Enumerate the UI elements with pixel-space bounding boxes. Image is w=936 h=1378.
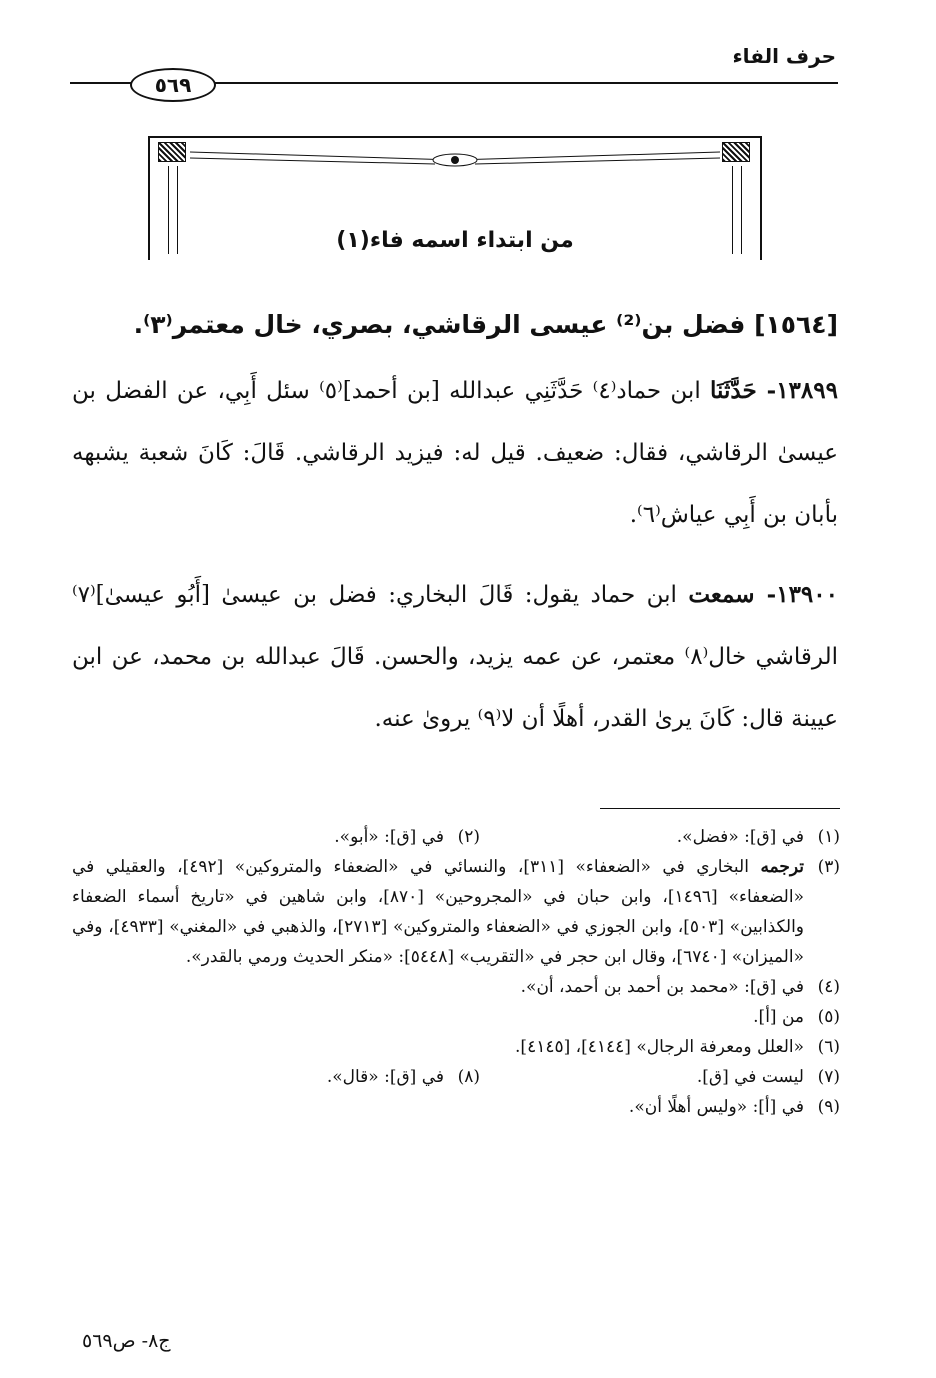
footnote-row bbox=[72, 1062, 840, 1092]
narration-text: ابن حماد يقول: قَالَ البخاري: فضل بن عيسىٰ [أَبُو عيسىٰ]⁽٧⁾ الرقاشي خال⁽٨⁾ معتمر، عن عمه يزيد، والحسن. قَالَ عبدالله بن محمد، عن ابن عيينة قال: كَانَ يرىٰ القدر، أهلًا أن لا⁽٩⁾ يرویٰ عنه. bbox=[72, 582, 838, 732]
footnote: (٧) ليست في [ق]. bbox=[696, 1067, 840, 1087]
running-header-title: حرف الفاء bbox=[732, 44, 836, 68]
volume-page-footer: ج٨- ص٥٦٩ bbox=[82, 1330, 171, 1352]
footnote-row bbox=[72, 822, 840, 852]
footnote: (٢) في [ق]: «أبو». bbox=[334, 827, 480, 847]
footnote: (٩) في [أ]: «وليس أهلًا أن». bbox=[628, 1097, 840, 1117]
narration-text: ابن حماد⁽٤⁾ حَدَّثَنِي عبدالله [بن أحمد]⁽٥⁾ سئل أَبِي، عن الفضل بن عيسىٰ الرقاشي، فقال: ضعيف. قيل له: فيزيد الرقاشي. قَالَ: كَانَ شعبة يشبهه بأبان بن أَبِي عياش⁽٦⁾. bbox=[72, 378, 838, 528]
footnote: (٣) ترجمه البخاري في «الضعفاء» [٣١١]، والنسائي في «الضعفاء والمتروكين» [٤٩٢]، والعقيلي في «الضعفاء» [١٤٩٦]، وابن حبان في «المجروحين» [٨٧٠]، وابن شاهين في «تاريخ أسماء الضعفاء والكذابين» [٥٠٣]، وابن الجوزي في «الضعفاء والمتروكين» [٢٧١٣]، والذهبي في «المغني» [٤٩٣٣]، وفي «الميزان» [٦٧٤٠]، وقال ابن حجر في «التقريب» [٥٤٤٨]: «منكر الحديث ورمي بالقدر». bbox=[72, 857, 840, 967]
narration-paragraph bbox=[72, 360, 838, 546]
footnote: (٤) في [ق]: «محمد بن أحمد بن أحمد، أن». bbox=[520, 977, 840, 997]
footnotes bbox=[72, 822, 840, 1122]
footnote: (٥) من [أ]. bbox=[753, 1007, 840, 1027]
ornament-swag-icon bbox=[190, 144, 720, 184]
entry-heading: [١٥٦٤] فضل بن⁽²⁾ عيسى الرقاشي، بصري، خال معتمر⁽٣⁾. bbox=[133, 310, 838, 339]
footnote-rule bbox=[600, 808, 840, 809]
section-banner bbox=[148, 136, 762, 260]
narration-lead: ١٣٨٩٩- حَدَّثَنَا bbox=[710, 377, 838, 404]
section-title: من ابتداء اسمه فاء(١) bbox=[336, 228, 574, 253]
footnote: (١) في [ق]: «فضل». bbox=[676, 827, 840, 847]
narration-paragraph bbox=[72, 564, 838, 750]
footnote: (٦) «العلل ومعرفة الرجال» [٤١٤٤]، [٤١٤٥]. bbox=[515, 1037, 840, 1057]
footnote: (٨) في [ق]: «قال». bbox=[326, 1067, 480, 1087]
narration-lead: ١٣٩٠٠- سمعت bbox=[688, 581, 838, 608]
page-number: ٥٦٩ bbox=[130, 68, 216, 102]
